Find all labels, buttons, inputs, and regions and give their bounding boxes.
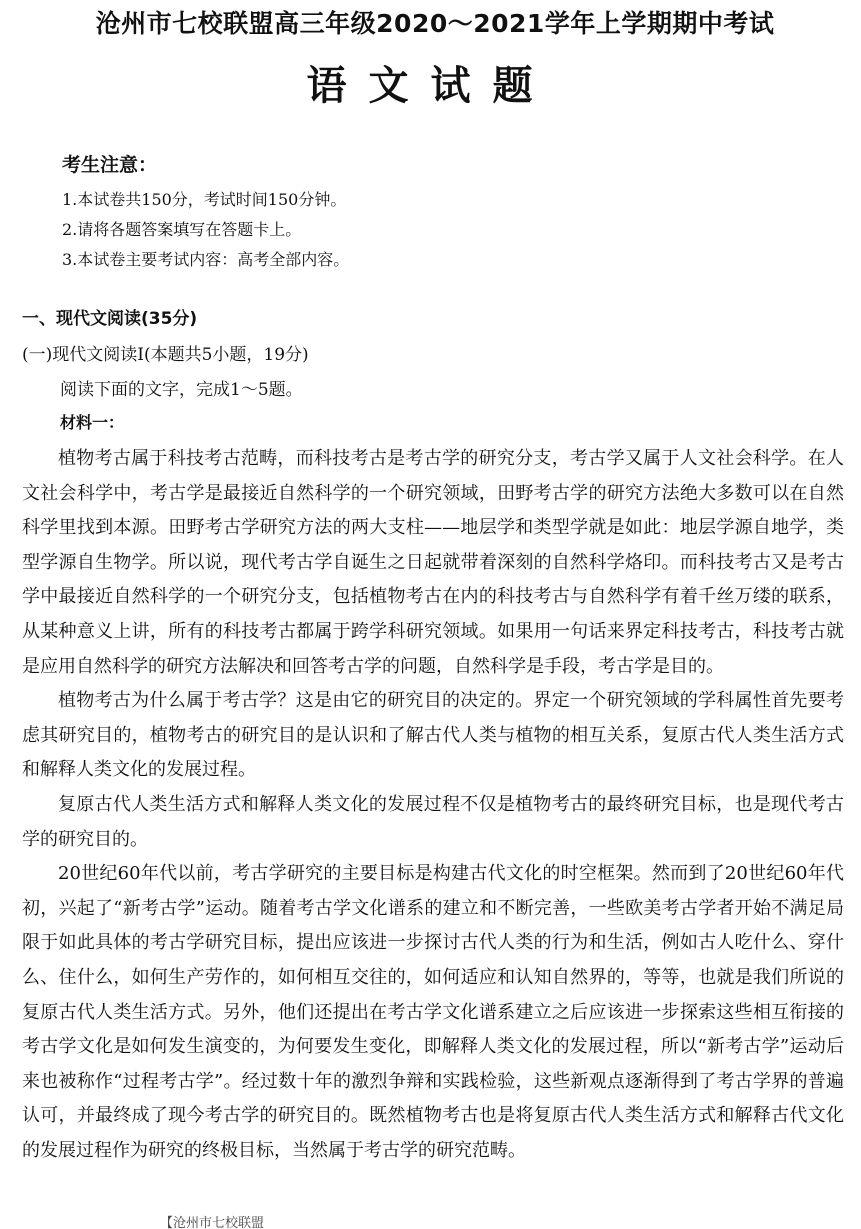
reading-instruction: 阅读下面的文字，完成1～5题。	[60, 380, 303, 400]
notice-item: 3.本试卷主要考试内容：高考全部内容。	[62, 250, 350, 269]
exam-header-title: 沧州市七校联盟高三年级2020～2021学年上学期期中考试	[95, 9, 775, 38]
material-label: 材料一：	[60, 413, 125, 432]
passage-paragraph: 植物考古属于科技考古范畴，而科技考古是考古学的研究分支，考古学又属于人文社会科学。在人文社会科学中，考古学是最接近自然科学的一个研究领域，田野考古学的研究方法绝大多数可以在自然科学里找到本源。田野考古学研究方法的两大支柱——地层学和类型学就是如此：地层学源自地学，类型学源自生物学。所以说，现代考古学自诞生之日起就带着深刻的自然科学烙印。而科技考古又是考古学中最接近自然科学的一个研究分支，包括植物考古在内的科技考古与自然科学有着千丝万缕的联系，从某种意义上讲，所有的科技考古都属于跨学科研究领域。如果用一句话来界定科技考古，科技考古就是应用自然科学的研究方法解决和回答考古学的问题，自然科学是手段，考古学是目的。	[22, 448, 844, 677]
sub-section-title: (一)现代文阅读Ⅰ(本题共5小题，19分)	[22, 345, 309, 365]
notice-item: 1.本试卷共150分，考试时间150分钟。	[62, 190, 347, 209]
reading-passage	[22, 442, 844, 1168]
passage-paragraph: 植物考古为什么属于考古学？这是由它的研究目的决定的。界定一个研究领域的学科属性首先要考虑其研究目的，植物考古的研究目的是认识和了解古代人类与植物的相互关系，复原古代人类生活方式和解释人类文化的发展过程。	[22, 690, 844, 781]
subject-title: 语文试题	[306, 63, 555, 109]
passage-paragraph: 20世纪60年代以前，考古学研究的主要目标是构建古代文化的时空框架。然而到了20世纪60年代初，兴起了“新考古学”运动。随着考古学文化谱系的建立和不断完善，一些欧美考古学者开始不满足局限于如此具体的考古学研究目标，提出应该进一步探讨古代人类的行为和生活，例如古人吃什么、穿什么、住什么，如何生产劳作的，如何相互交往的，如何适应和认知自然界的，等等，也就是我们所说的复原古代人类生活方式。另外，他们还提出在考古学文化谱系建立之后应该进一步探索这些相互衔接的考古学文化是如何发生演变的，为何要发生变化，即解释人类文化的发展过程，所以“新考古学”运动后来也被称作“过程考古学”。经过数十年的激烈争辩和实践检验，这些新观点逐渐得到了考古学界的普遍认可，并最终成了现今考古学的研究目的。既然植物考古也是将复原古代人类生活方式和解释古代文化的发展过程作为研究的终极目标，当然属于考古学的研究范畴。	[22, 863, 844, 1161]
notice-block	[62, 150, 349, 275]
passage-paragraph: 复原古代人类生活方式和解释人类文化的发展过程不仅是植物考古的最终研究目标，也是现代考古学的研究目的。	[22, 793, 844, 850]
notice-item: 2.请将各题答案填写在答题卡上。	[62, 220, 302, 239]
section-title: 一、现代文阅读(35分)	[22, 309, 198, 329]
notice-title: 考生注意：	[62, 154, 158, 176]
page-footer: 【沧州市七校联盟	[160, 1216, 265, 1229]
